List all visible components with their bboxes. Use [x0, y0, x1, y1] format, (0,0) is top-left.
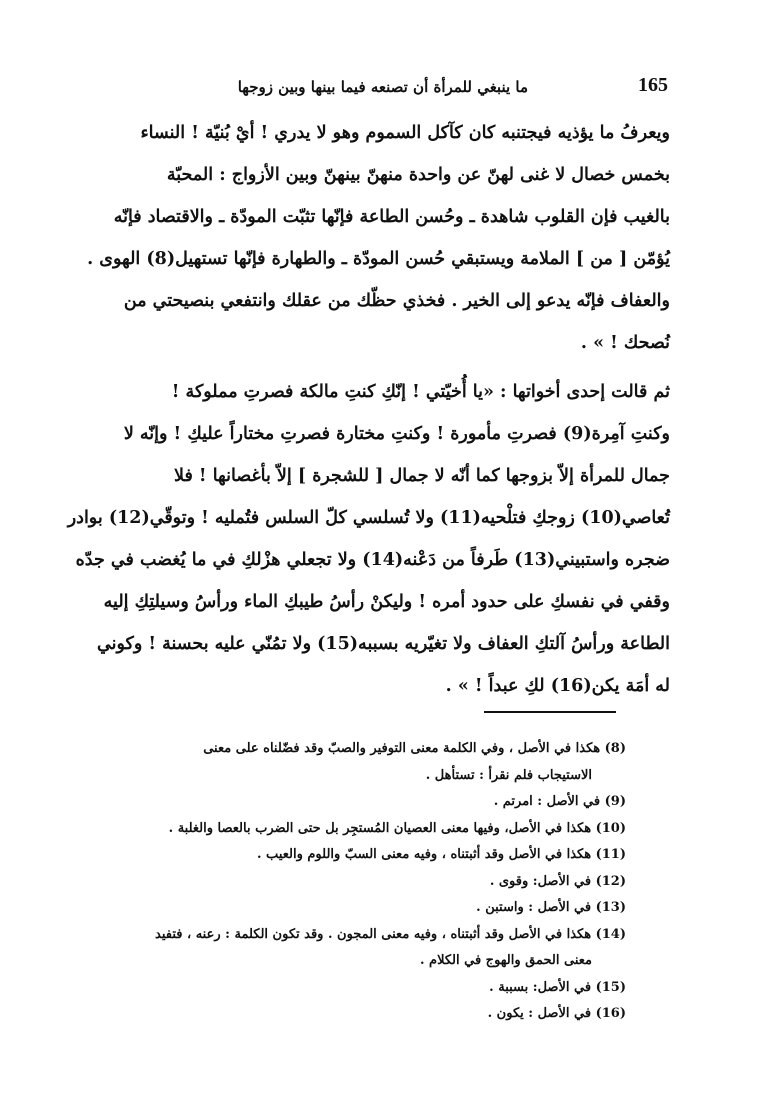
text-line: والعفاف فإنّه يدعو إلى الخير . فخذي حظّك من عقلك وانتفعي بنصيحتي من: [123, 291, 670, 311]
text-line: وقفي في نفسكِ على حدود أمره ! وليكنْ رأسُ طيبكِ الماء ورأسُ وسيلتِكِ إليه: [103, 592, 670, 612]
footnote-line: (11) هكذا في الأصل وقد أثبتناه ، وفيه معنى السبّ واللوم والعيب .: [257, 847, 626, 862]
footnote-line: (9) في الأصل : امرتم .: [493, 794, 626, 809]
footnote-line: (13) في الأصل : واستبن .: [476, 900, 626, 915]
footnotes: [120, 736, 626, 1028]
text-line: بالغيب فإن القلوب شاهدة ـ وحُسن الطاعة فإنّها تثبّت المودّة ـ والاقتصاد فإنّه: [113, 207, 670, 227]
paragraph-1: [87, 112, 670, 364]
text-line: ضجره واستبيني(13) طَرفاً من دَعْنه(14) ولا تجعلي هزْلكِ في ما يُغضب في جدّه: [75, 550, 670, 570]
chapter-title: ما ينبغي للمرأة أن تصنعه فيما بينها وبين زوجها: [237, 78, 528, 96]
footnote-line: (8) هكذا في الأصل ، وفي الكلمة معنى التوفير والصبّ وقد فضّلناه على معنى: [203, 741, 626, 756]
footnote-line: الاستيجاب فلم نقرأ : تستأهل .: [425, 767, 592, 783]
text-line: جمال للمرأة إلاّ بزوجها كما أنّه لا جمال [ للشجرة ] إلاّ بأغصانها ! فلا: [174, 466, 670, 486]
text-line: نُصحك ! » .: [580, 333, 670, 353]
text-line: ويعرفُ ما يؤذيه فيجتنبه كان كآكل السموم وهو لا يدري ! أيْ بُنيّة ! النساء: [140, 123, 670, 143]
text-line: ثم قالت إحدى أخواتها : «يا أُخيّتي ! إنّكِ كنتِ مالكة فصرتِ مملوكة !: [171, 382, 670, 402]
text-line: يُؤمّن [ من ] الملامة ويستبقي حُسن المودّة ـ والطهارة فإنّها تستهيل(8) الهوى .: [87, 249, 670, 269]
text-line: تُعاصي(10) زوجكِ فتلْحيه(11) ولا تُسلسي كلّ السلس فتُمليه ! وتوقّي(12) بوادر: [67, 508, 670, 528]
footnote-line: (12) في الأصل: وقوى .: [489, 873, 626, 889]
footnote-line: (14) هكذا في الأصل وقد أثبتناه ، وفيه معنى المجون . وقد تكون الكلمة : رعنه ، فتفيد: [155, 926, 626, 942]
text-line: بخمس خصال لا غنى لهنّ عن واحدة منهنّ بينهنّ وبين الأزواج : المحبّة: [166, 165, 670, 185]
running-header: [120, 74, 668, 102]
text-line: الطاعة ورأسُ آلتكِ العفاف ولا تغيّريه بسببه(15) ولا تمُنّي عليه بحسنة ! وكوني: [96, 634, 670, 654]
footnote-line: (10) هكذا في الأصل، وفيها معنى العصيان المُستجِر بل حتى الضرب بالعصا والغلبة .: [168, 820, 626, 836]
footnote-separator: [484, 711, 616, 713]
paragraph-2: [67, 371, 670, 707]
footnote-line: (15) في الأصل: بسببة .: [489, 979, 626, 995]
footnote-line: معنى الحمق والهوج في الكلام .: [419, 953, 592, 968]
page-number: 165: [638, 74, 668, 96]
text-line: وكنتِ آمِرة(9) فصرتِ مأمورة ! وكنتِ مختارة فصرتِ مختاراً عليكِ ! وإنّه لا: [123, 424, 670, 444]
text-line: له أمَة يكن(16) لكِ عبداً ! » .: [445, 676, 670, 696]
footnote-line: (16) في الأصل : يكون .: [487, 1006, 626, 1021]
